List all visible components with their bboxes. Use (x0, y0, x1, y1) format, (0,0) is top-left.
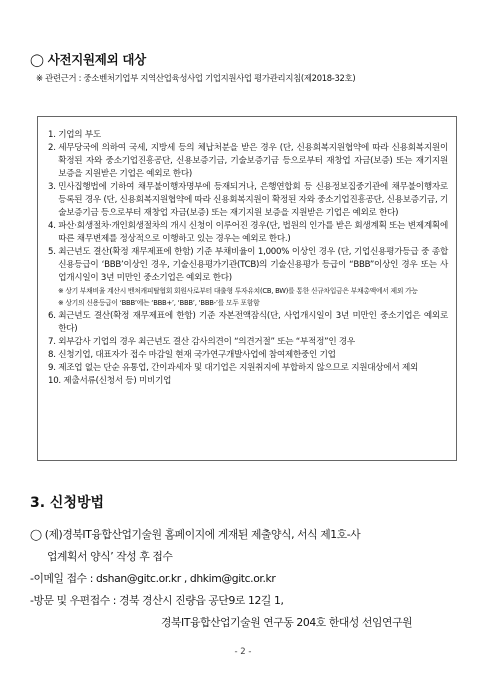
application-line: 업계획서 양식’ 작성 후 접수 (47, 550, 173, 563)
application-line: ◯ (제)경북IT융합산업기술원 홈페이지에 게재된 제출양식, 서식 제1호-사 (30, 528, 361, 541)
list-sub-note: ※ 상기의 신용등급이 ‘BBB’에는 ‘BBB+’, ‘BBB’, ‘BBB-’를 모두 포함함 (58, 299, 260, 307)
list-item: 10. 제출서류(신청서 등) 미비기업 (48, 376, 172, 386)
section-title-exclusions (30, 50, 146, 68)
list-item: 2. 세무당국에 의하여 국세, 지방세 등의 체납처분을 받은 경우 (단, 신용회복지원협약에 따라 신용회복지원이 확정된 자와 중소기업진흥공단, 신용보증기금, 기술보증기금 등으로부터 재창업 자금(보증) 또는 재기지원 보증을 지원받은 기업은 예외로 한다) (48, 143, 448, 179)
list-item: 5. 최근년도 결산(확정 재무제표에 한함) 기준 부채비율이 1,000% 이상인 경우 (단, 기업신용평가등급 중 종합신용등급이 ‘BBB’이상인 경우, 기술신용평가기관(TCB)의 기술신용평가 등급이 “BBB”이상인 경우 또는 사업개시일이 3년 미만인 중소기업은 예외로 한다) (48, 247, 448, 283)
list-item: 9. 제조업 없는 단순 유통업, 간이과세자 및 대기업은 지원취지에 부합하지 않으므로 지원대상에서 제외 (48, 363, 419, 373)
page-number: - 2 - (234, 647, 252, 657)
email-submission-line: -이메일 접수 : dshan@gitc.or.kr , dhkim@gitc.or.kr (30, 572, 276, 585)
exclusion-criteria-box (37, 116, 457, 461)
list-item: 3. 민사집행법에 기하여 채무불이행자명부에 등재되거나, 은행연합회 등 신용정보집중기관에 채무불이행자로 등록된 경우 (단, 신용회복지원협약에 따라 신용회복지원이 확정된 자와 중소기업진흥공단, 신용보증기금, 기술보증기금 등으로부터 재창업 자금(보증) 또는 재기지원 보증을 지원받은 기업은 예외로 한다) (48, 182, 448, 218)
list-item: 7. 외부감사 기업의 경우 최근년도 결산 감사의견이 “의견거절” 또는 “부적정”인 경우 (48, 337, 355, 347)
circle-bullet-icon: ◯ (30, 52, 44, 67)
list-item: 6. 최근년도 결산(확정 재무제표에 한함) 기준 자본전액잠식(단, 사업개시일이 3년 미만인 중소기업은 예외로 한다) (48, 311, 448, 334)
legal-basis-note: ※ 관련근거 : 중소벤처기업부 지역산업육성사업 기업지원사업 평가관리지침(제2018-32호) (36, 73, 356, 83)
exclusion-list (48, 129, 448, 388)
list-sub-note: ※ 상기 부채비율 계산시 벤처캐피탈협회 회원사로부터 대출형 투자유치(CB, BW)를 통한 신규차입금은 부채총액에서 제외 가능 (58, 287, 418, 295)
section-title-text: 사전지원제외 대상 (47, 52, 146, 67)
list-item: 8. 신청기업, 대표자가 접수 마감일 현재 국가연구개발사업에 참여제한중인 기업 (48, 350, 336, 360)
list-item: 1. 기업의 부도 (48, 130, 101, 140)
list-item: 4. 파산·회생절차·개인회생절차의 개시 신청이 이루어진 경우(단, 법원의 인가를 받은 회생계획 또는 변제계획에 따른 채무변제를 정상적으로 이행하고 있는 경우는 예외로 한다.) (48, 221, 448, 244)
section-title-application: 3. 신청방법 (30, 495, 105, 511)
visit-mail-line: -방문 및 우편접수 : 경북 경산시 진량읍 공단9로 12길 1, (30, 594, 284, 607)
application-method-text (30, 524, 460, 634)
visit-mail-address-line: 경북IT융합산업기술원 연구동 204호 한대성 선임연구원 (161, 616, 413, 629)
